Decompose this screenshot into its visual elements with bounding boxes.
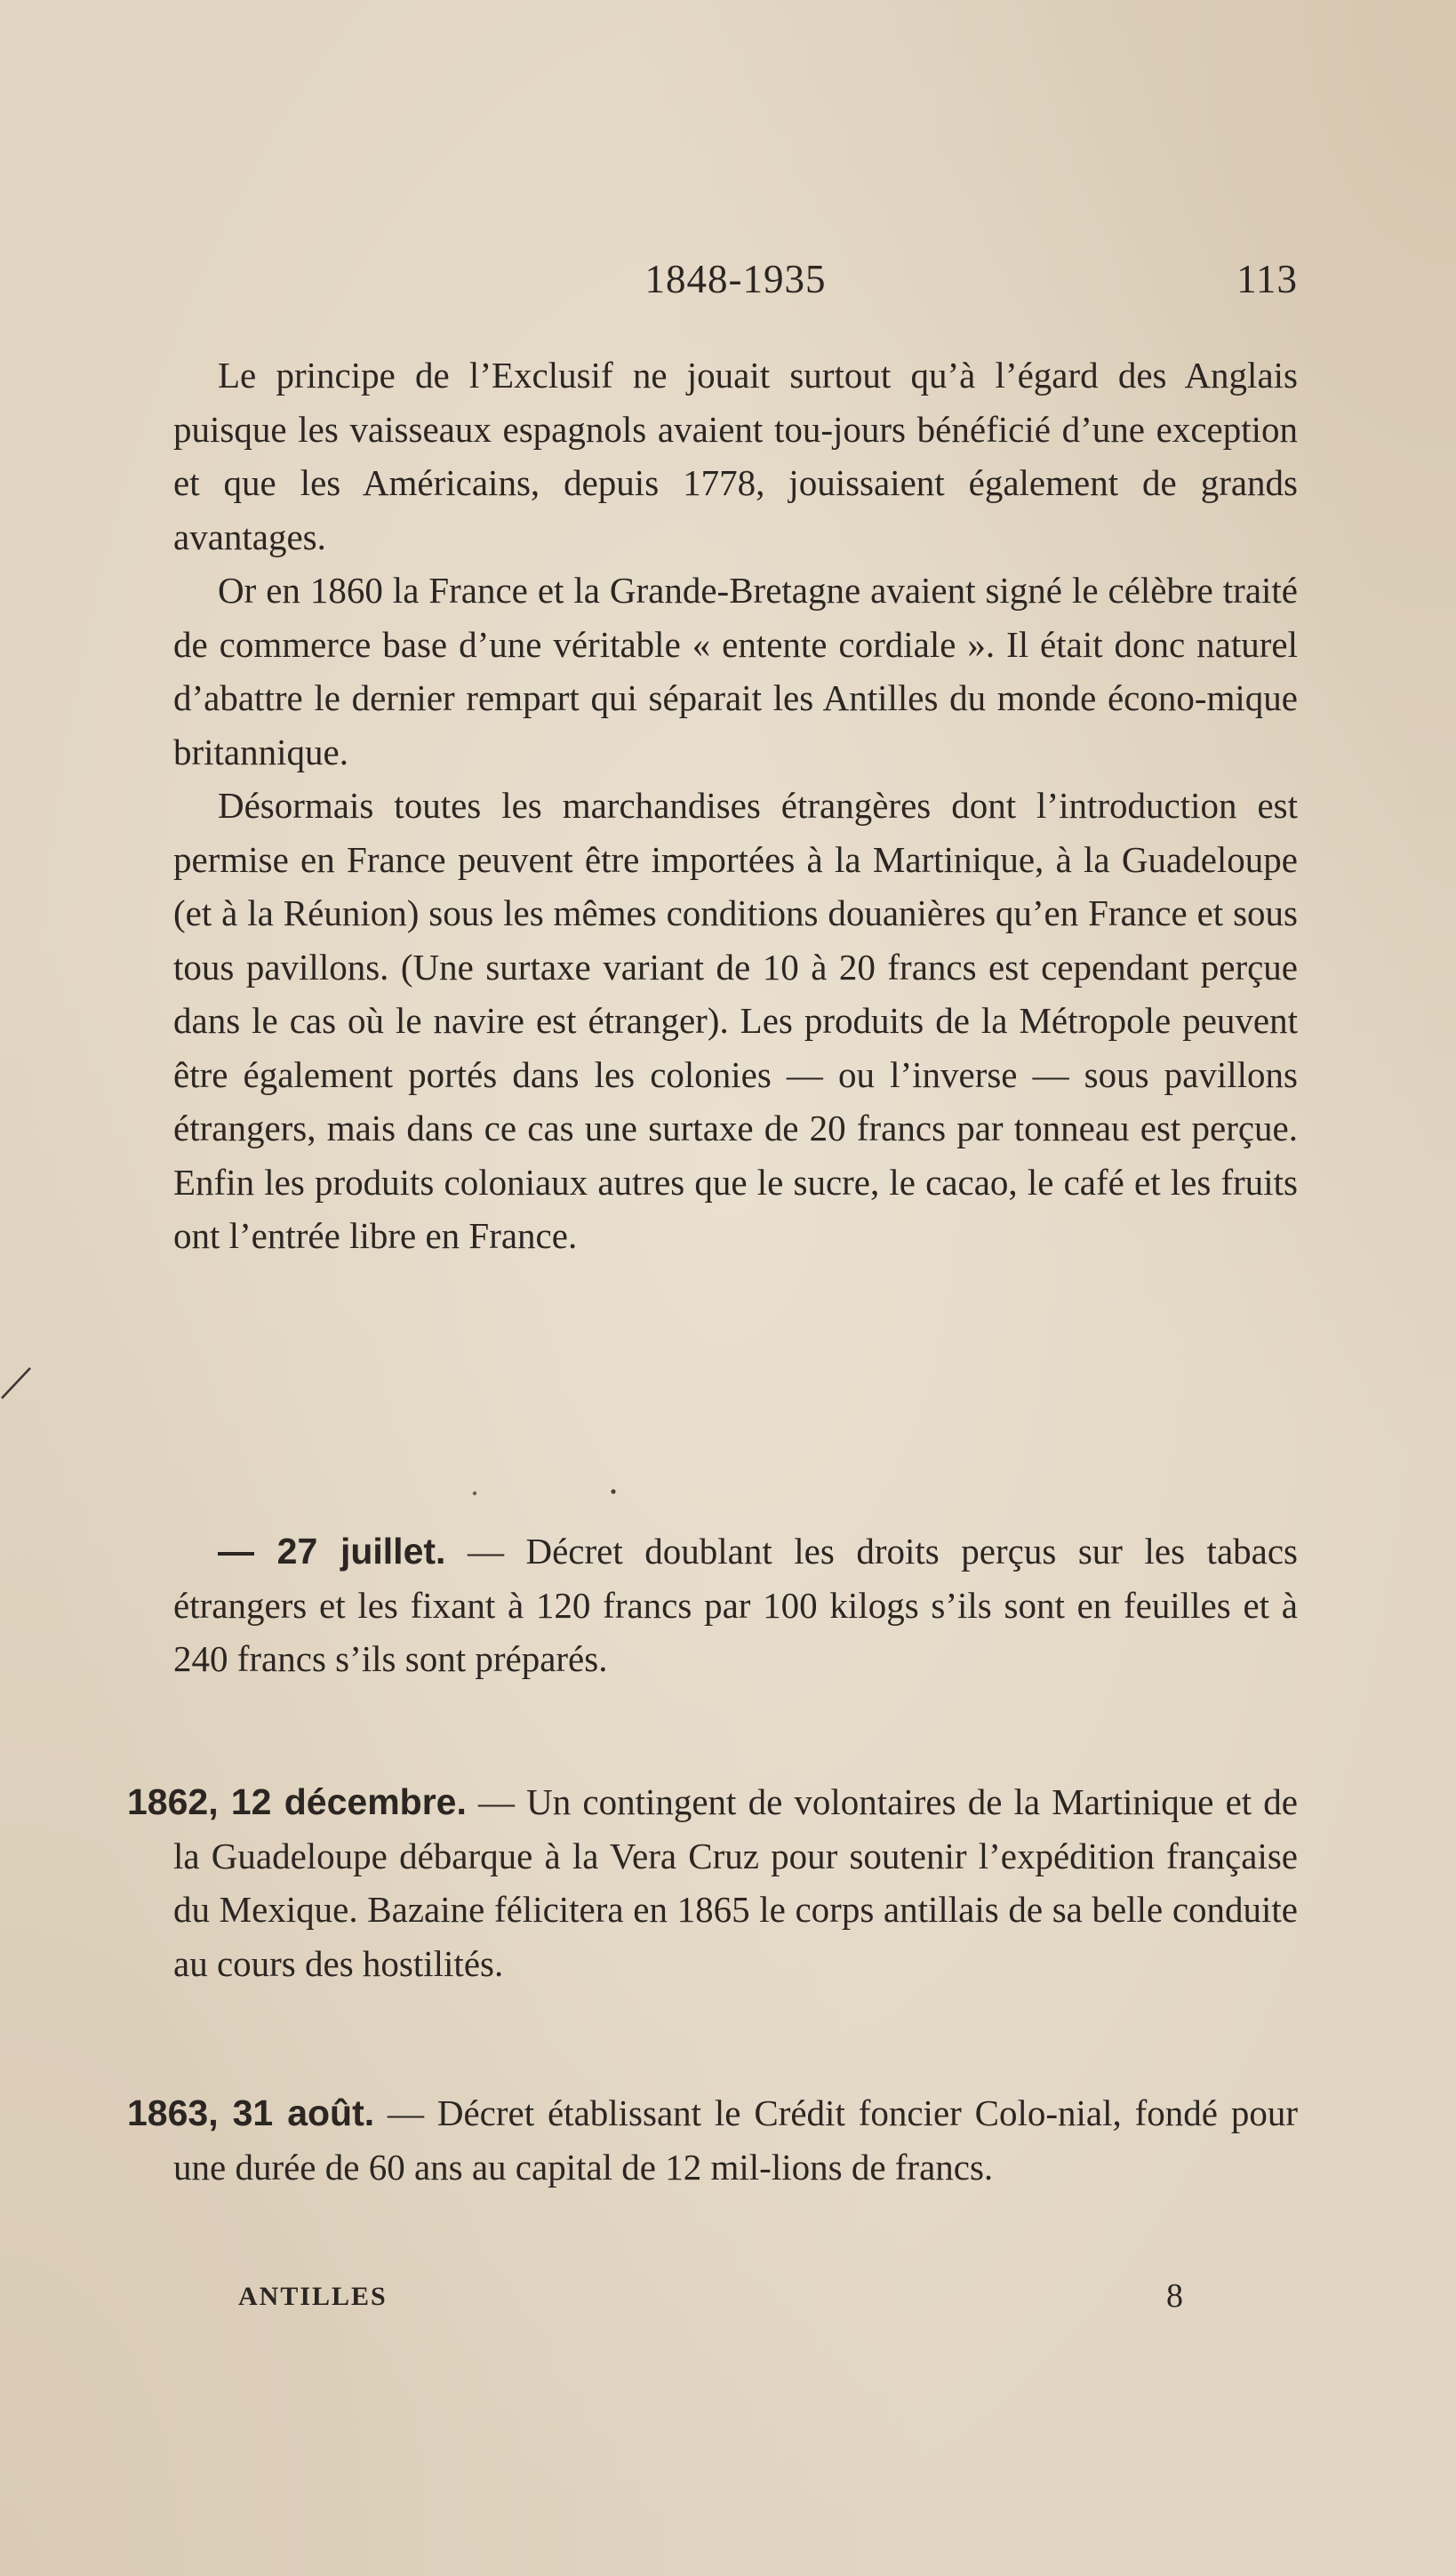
margin-pencil-mark [0, 1364, 36, 1400]
paragraph-traite-commerce: Or en 1860 la France et la Grande-Bretagne avaient signé le célèbre traité de commerce base d’une véritable « entente cordiale ». Il était donc naturel d’abattre le dernier rempart qui séparait les Antilles du monde écono-mique britannique. [173, 570, 1298, 772]
paragraph-marchandises: Désormais toutes les marchandises étrangères dont l’introduction est permise en France peuvent être importées à la Martinique, à la Guadeloupe (et à la Réunion) sous les mêmes conditions douanières qu’en France et sous tous pavillons. (Une surtaxe variant de 10 à 20 francs est cependant perçue dans le cas où le navire est étranger). Les produits de la Métropole peuvent être également portés dans les colonies — ou l’inverse — sous pavillons étrangers, mais dans ce cas une surtaxe de 20 francs par tonneau est perçue. Enfin les produits coloniaux autres que le sucre, le cacao, le café et les fruits ont l’entrée libre en France. [173, 785, 1298, 1256]
chronology-entry [127, 1775, 1298, 1990]
entry-1863 [127, 2086, 1298, 2194]
section-separator-dots [462, 1484, 640, 1502]
running-head [173, 256, 1298, 309]
paragraph-exclusif: Le principe de l’Exclusif ne jouait surtout qu’à l’égard des Anglais puisque les vaisseaux espagnols avaient tou-jours bénéficié d’une exception et que les Américains, depuis 1778, jouissaient également de grands avantages. [173, 355, 1298, 557]
signature-folio: 8 [1166, 2277, 1185, 2315]
chronology-entry [173, 1524, 1298, 1686]
chronology-entry [127, 2086, 1298, 2194]
entry-text: — Un contingent de volontaires de la Martinique et de la Guadeloupe débarque à la Vera Cruz pour soutenir l’expédition française du Mexique. Bazaine félicitera en 1865 le corps antillais de sa belle conduite au cours des hostilités. [173, 1781, 1298, 1984]
entry-text: — Décret doublant les droits perçus sur les tabacs étrangers et les fixant à 120 francs par 100 kilogs s’ils sont en feuilles et à 240 francs s’ils sont préparés. [173, 1531, 1299, 1679]
signature-footer [238, 2277, 1185, 2326]
body-text-block [173, 348, 1298, 1263]
entry-date: 1863, 31 août. [127, 2092, 375, 2133]
signature-mark: ANTILLES [238, 2282, 388, 2311]
page-number: 113 [1236, 257, 1298, 301]
entry-date: — 27 juillet. [218, 1531, 446, 1572]
running-head-title: 1848-1935 [644, 257, 827, 301]
entry-1862 [127, 1775, 1298, 1990]
entry-27-juillet [173, 1524, 1298, 1686]
entry-text: — Décret établissant le Crédit foncier Colo-nial, fondé pour une durée de 60 ans au capital de 12 mil-lions de francs. [173, 2092, 1298, 2188]
entry-date: 1862, 12 décembre. [127, 1781, 467, 1822]
